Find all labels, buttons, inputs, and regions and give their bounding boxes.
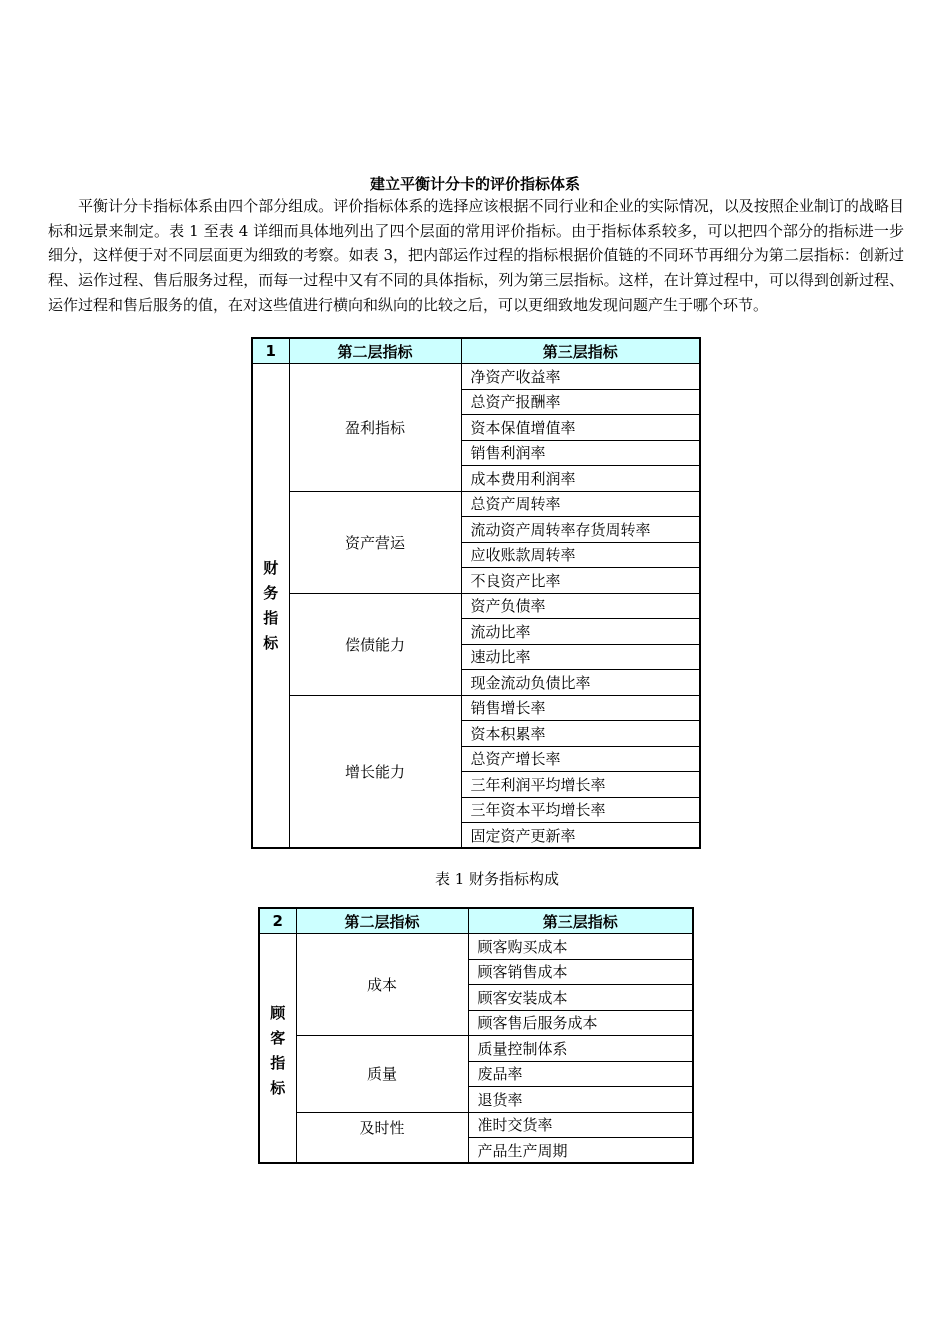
- third-level-cell: 质量控制体系: [468, 1036, 693, 1062]
- third-level-cell: 顾客安装成本: [468, 985, 693, 1011]
- category-cell: 财务指标: [252, 364, 289, 849]
- third-level-cell: 总资产报酬率: [461, 389, 700, 415]
- financial-indicators-table: [251, 337, 701, 849]
- header-second-level: 第二层指标: [296, 908, 468, 934]
- intro-paragraph: 平衡计分卡指标体系由四个部分组成。评价指标体系的选择应该根据不同行业和企业的实际情况，以及按照企业制订的战略目标和远景来制定。表 1 至表 4 详细而具体地列出了四个层面的常用评价指标。由于指标体系较多，可以把四个部分的指标进一步细分，这样便于对不同层面更为细致的考察。如表 3，把内部运作过程的指标根据价值链的不同环节再细分为第二层指标：创新过程、运作过程、售后服务过程，而每一过程中又有不同的具体指标，列为第三层指标。这样，在计算过程中，可以得到创新过程、运作过程和售后服务的值，在对这些值进行横向和纵向的比较之后，可以更细致地发现问题产生于哪个环节。: [48, 197, 904, 314]
- third-level-cell: 资本积累率: [461, 721, 700, 747]
- third-level-cell: 产品生产周期: [468, 1138, 693, 1164]
- third-level-cell: 废品率: [468, 1061, 693, 1087]
- third-level-cell: 总资产周转率: [461, 491, 700, 517]
- second-level-cell: 增长能力: [289, 695, 461, 848]
- third-level-cell: 资本保值增值率: [461, 415, 700, 441]
- second-level-cell: 及时性: [296, 1112, 468, 1163]
- second-level-cell: 盈利指标: [289, 364, 461, 492]
- customer-indicators-table: [258, 907, 694, 1164]
- category-cell: 顾客指标: [259, 934, 296, 1164]
- header-third-level: 第三层指标: [461, 338, 700, 364]
- table-caption: 表 1 财务指标构成: [434, 870, 560, 888]
- page-title: 建立平衡计分卡的评价指标体系: [369, 175, 580, 193]
- table-header-row: [252, 338, 700, 364]
- second-level-cell: 偿债能力: [289, 593, 461, 695]
- third-level-cell: 不良资产比率: [461, 568, 700, 594]
- third-level-cell: 资产负债率: [461, 593, 700, 619]
- table-number: 1: [252, 338, 289, 364]
- third-level-cell: 现金流动负债比率: [461, 670, 700, 696]
- second-level-cell: 质量: [296, 1036, 468, 1113]
- third-level-cell: 三年资本平均增长率: [461, 797, 700, 823]
- third-level-cell: 流动资产周转率存货周转率: [461, 517, 700, 543]
- third-level-cell: 顾客购买成本: [468, 934, 693, 960]
- third-level-cell: 顾客售后服务成本: [468, 1010, 693, 1036]
- third-level-cell: 顾客销售成本: [468, 959, 693, 985]
- third-level-cell: 净资产收益率: [461, 364, 700, 390]
- third-level-cell: 应收账款周转率: [461, 542, 700, 568]
- third-level-cell: 速动比率: [461, 644, 700, 670]
- third-level-cell: 流动比率: [461, 619, 700, 645]
- second-level-cell: 资产营运: [289, 491, 461, 593]
- header-third-level: 第三层指标: [468, 908, 693, 934]
- third-level-cell: 固定资产更新率: [461, 823, 700, 849]
- third-level-cell: 销售利润率: [461, 440, 700, 466]
- table-header-row: [259, 908, 693, 934]
- third-level-cell: 准时交货率: [468, 1112, 693, 1138]
- third-level-cell: 三年利润平均增长率: [461, 772, 700, 798]
- header-second-level: 第二层指标: [289, 338, 461, 364]
- third-level-cell: 退货率: [468, 1087, 693, 1113]
- second-level-cell: 成本: [296, 934, 468, 1036]
- third-level-cell: 成本费用利润率: [461, 466, 700, 492]
- third-level-cell: 总资产增长率: [461, 746, 700, 772]
- table-number: 2: [259, 908, 296, 934]
- third-level-cell: 销售增长率: [461, 695, 700, 721]
